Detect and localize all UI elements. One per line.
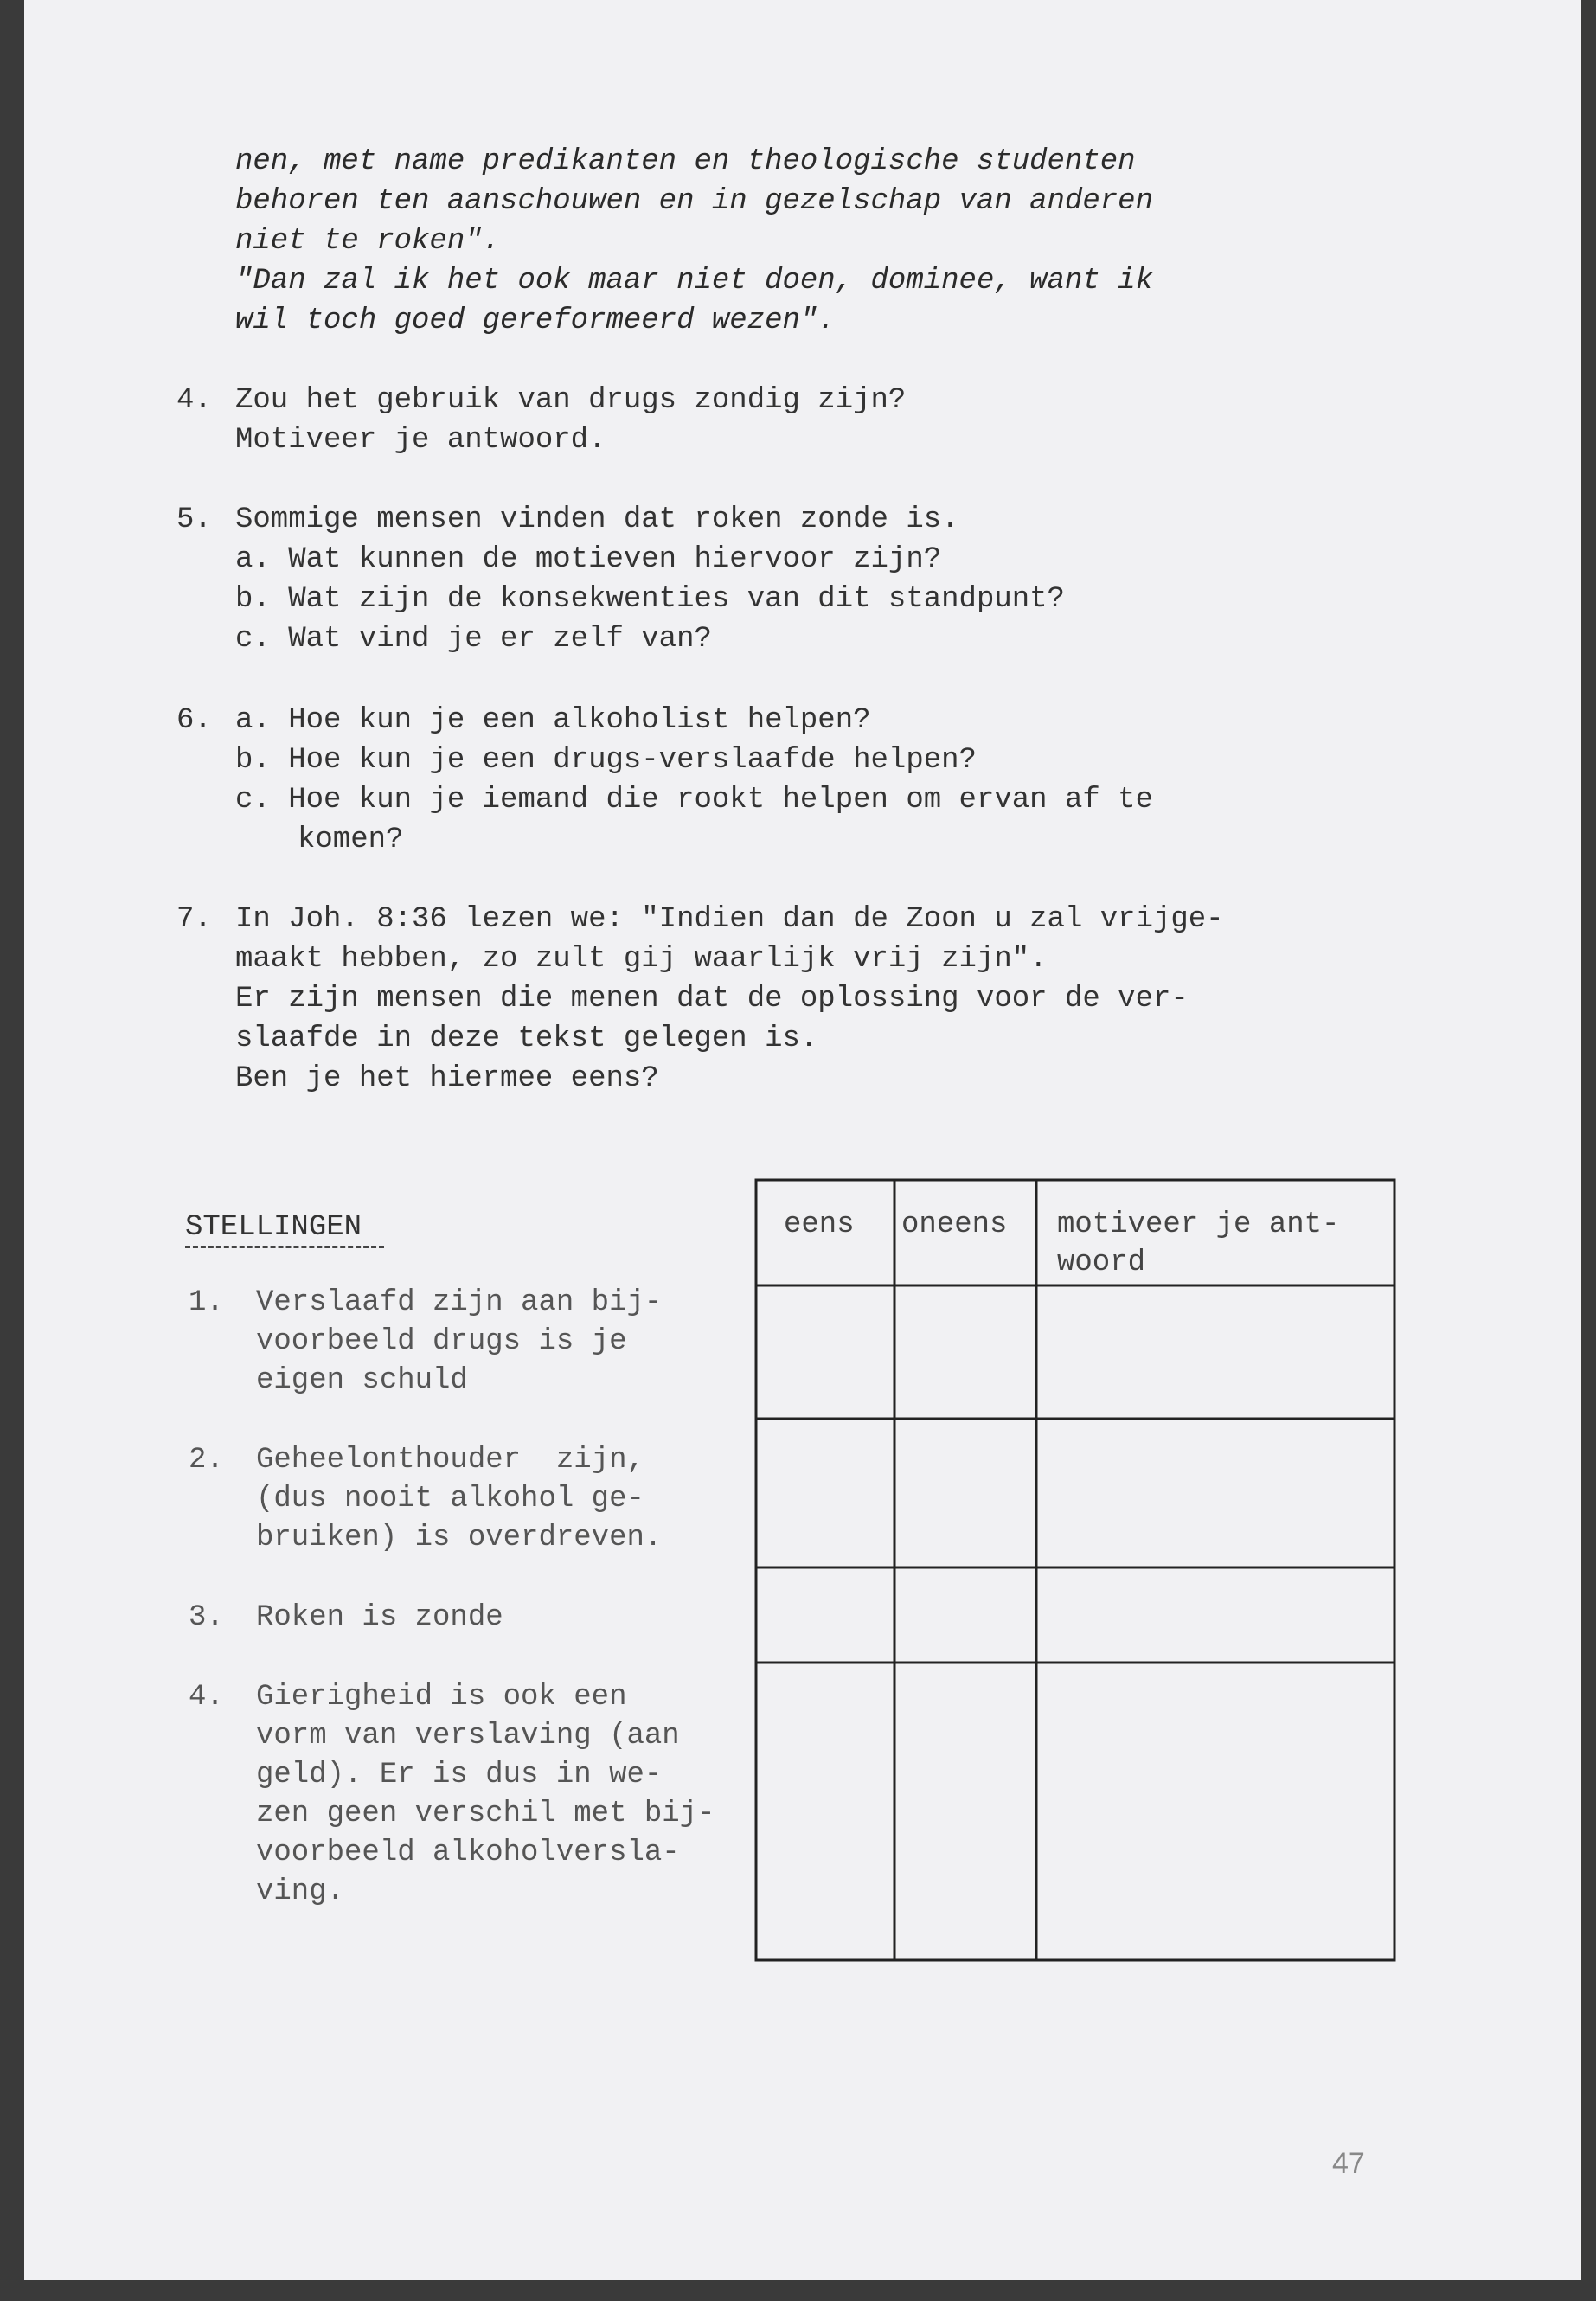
statement-4 [189,1678,777,1912]
intro-quote [235,142,1394,341]
question-sub: b. Wat zijn de konsekwenties van dit standpunt? [235,583,1065,616]
question-4 [176,381,1405,460]
question-line: Motiveer je antwoord. [235,424,606,457]
statement-number: 4. [189,1681,224,1714]
column-header-motiveer-cont: woord [1057,1247,1146,1279]
question-sub: a. Wat kunnen de motieven hiervoor zijn? [235,543,942,576]
statement-line: Verslaafd zijn aan bij- [256,1286,663,1319]
question-6 [176,701,1405,860]
statement-1 [189,1284,777,1400]
statement-line: zen geen verschil met bij- [256,1798,715,1830]
statement-line: Gierigheid is ook een [256,1681,627,1714]
statement-line: Geheelonthouder zijn, [256,1444,644,1477]
statement-number: 3. [189,1601,224,1634]
question-7 [176,900,1405,1099]
page-number: 47 [1332,2147,1365,2180]
statement-line: (dus nooit alkohol ge- [256,1483,644,1516]
question-sub: b. Hoe kun je een drugs-verslaafde helpen? [235,744,977,777]
statement-line: vorm van verslaving (aan [256,1720,680,1753]
column-header-eens: eens [784,1208,855,1241]
intro-line: niet te roken". [235,225,501,258]
column-header-oneens: oneens [901,1208,1008,1241]
statement-line: ving. [256,1875,345,1908]
statement-line: voorbeeld alkoholversla- [256,1836,680,1869]
question-line: maakt hebben, zo zult gij waarlijk vrij zijn". [235,943,1048,976]
statement-line: voorbeeld drugs is je [256,1325,627,1358]
column-header-motiveer: motiveer je ant- [1057,1208,1340,1241]
intro-line: nen, met name predikanten en theologische studenten [235,145,1136,178]
intro-line: behoren ten aanschouwen en in gezelschap van anderen [235,185,1153,218]
answer-grid [24,0,1581,2280]
question-number: 4. [176,384,212,417]
statement-2 [189,1441,777,1558]
question-number: 5. [176,503,212,536]
question-sub: c. Wat vind je er zelf van? [235,623,712,656]
document-page [24,0,1581,2280]
question-line: Zou het gebruik van drugs zondig zijn? [235,384,907,417]
question-sub: a. Hoe kun je een alkoholist helpen? [235,704,871,737]
statement-line: bruiken) is overdreven. [256,1522,663,1554]
question-line: slaafde in deze tekst gelegen is. [235,1022,818,1055]
intro-line: wil toch goed gereformeerd wezen". [235,304,836,337]
question-sub-continuation: komen? [298,824,404,856]
intro-line: "Dan zal ik het ook maar niet doen, dominee, want ik [235,265,1153,298]
question-number: 6. [176,704,212,737]
question-line: In Joh. 8:36 lezen we: "Indien dan de Zoon u zal vrijge- [235,903,1224,936]
question-line: Sommige mensen vinden dat roken zonde is. [235,503,959,536]
stellingen-title: STELLINGEN [185,1211,362,1244]
statement-line: eigen schuld [256,1364,468,1397]
question-5 [176,500,1405,659]
question-sub: c. Hoe kun je iemand die rookt helpen om ervan af te [235,784,1153,817]
question-line: Er zijn mensen die menen dat de oplossing voor de ver- [235,983,1189,1016]
stellingen-underline [185,1246,384,1248]
question-number: 7. [176,903,212,936]
grid-border [756,1180,1394,1960]
statement-line: geld). Er is dus in we- [256,1759,663,1791]
statement-number: 2. [189,1444,224,1477]
question-line: Ben je het hiermee eens? [235,1062,659,1095]
statement-number: 1. [189,1286,224,1319]
statement-line: Roken is zonde [256,1601,503,1634]
statement-3 [189,1599,777,1638]
